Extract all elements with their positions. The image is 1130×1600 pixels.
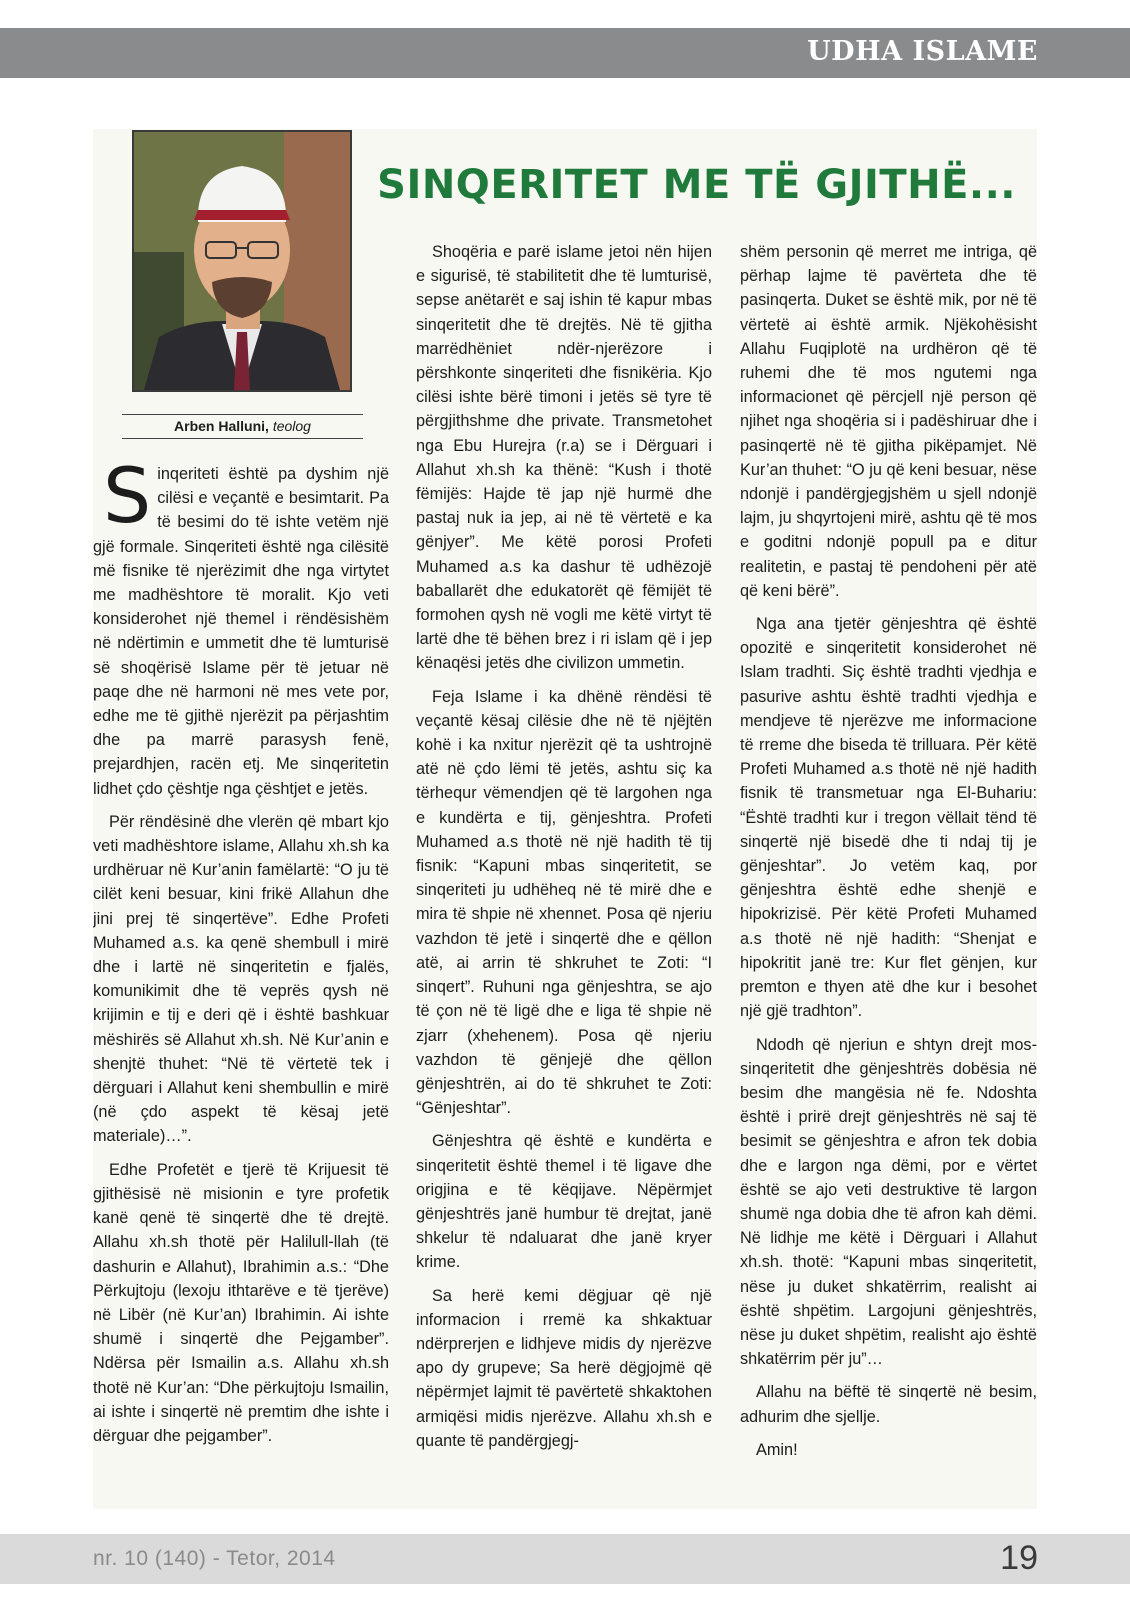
article-column-1	[93, 462, 389, 1507]
article-paragraph: Allahu na bëftë të sinqertë në besim, adhurim dhe sjellje.	[740, 1383, 1037, 1426]
article-paragraph: Nga ana tjetër gënjeshtra që është opozitë e sinqeritetit konsiderohet në Islam tradhti. Siç është tradhti vjedhja e pasurive ashtu është tradhti vjedhja e mendjeve të njerëzve me informacione të rreme dhe biseda të trilluara. Për këtë Profeti Muhamed a.s thotë në një hadith fisnik të transmetuar nga El-Buhariu: “Është tradhti kur i tregon vëllait tënd të sinqertë një bisedë dhe ti ndaj tij je gënjeshtar”. Jo vetëm kaq, por gënjeshtra është edhe shenjë e hipokrizisë. Për këtë Profeti Muhamed a.s thotë në një hadith: “Shenjat e hipokritit janë tre: Kur flet gënjen, kur premton e thyen atë dhe kur i besohet një gjë tradhton”.	[740, 615, 1037, 1021]
header-bar	[0, 28, 1130, 78]
article-column-2	[416, 240, 712, 1508]
article-paragraph: Amin!	[756, 1440, 798, 1459]
article-column-3	[740, 240, 1037, 1508]
magazine-title: UDHA ISLAME	[807, 36, 1038, 67]
article-paragraph: Për rëndësinë dhe vlerën që mbart kjo veti madhështore islame, Allahu xh.sh ka urdhëruar në Kur’anin famëlartë: “O ju të cilët keni besuar, kini frikë Allahun dhe jini prej të sinqertëve”. Edhe Profeti Muhamed a.s. ka qenë shembull i mirë dhe i lartë në sinqeritetin e fjalës, komunikimit dhe të veprës qysh në krijimin e tij e deri që i është bashkuar mëshirës së Allahut xh.sh. Në Kur’anin e shenjtë thuhet: “Në të vërtetë tek i dërguari i Allahut keni shembullin e mirë (në çdo aspekt të kësaj jetë materiale)…”.	[93, 812, 389, 1146]
author-name: Arben Halluni,	[174, 418, 269, 434]
footer-bar	[0, 1534, 1130, 1584]
article-paragraph: Ndodh që njeriun e shtyn drejt mos-sinqeritetit dhe gënjeshtrës dobësia në besim dhe mangësia në fe. Ndoshta është i prirë drejt gënjeshtrës në saj të besimit se gënjeshtra e afron tek dobia dhe e largon nga dëmi, por e vërtet është se ajo veti destruktive të largon shumë nga dobia dhe të afron kah dëmi. Në lidhje me këtë i Dërguari i Allahut xh.sh. thotë: “Kapuni mbas sinqeritetit, nëse ju duket shkatërrim, realisht ai është shpëtim. Largojuni gënjeshtrës, nëse ju duket shpëtim, realisht ajo është shkatërrim për ju”…	[740, 1035, 1037, 1369]
article-paragraph: Sa herë kemi dëgjuar që një informacion i rremë ka shkaktuar ndërprerjen e lidhjeve midis dy njerëzve apo dy grupeve; Sa herë dëgjojmë që nëpërmjet lajmit të pavërtetë shkaktohen armiqësi midis njerëzve. Allahu xh.sh e quante të pandërgjegj-	[416, 1286, 712, 1450]
author-rule-bottom	[122, 438, 363, 439]
article-paragraph: shëm personin që merret me intriga, që përhap lajme të pavërteta dhe të pasinqerta. Duket se është mik, por në të vërtetë ai është armik. Njëkohësisht Allahu Fuqiplotë na urdhëron që të ruhemi dhe të mos ngutemi nga informacionet që përcjell një person që njihet nga shoqëria si i padëshiruar dhe i pasinqertë në të gjitha pikëpamjet. Në Kur’an thuhet: “O ju që keni besuar, nëse ndonjë i pandërgjegjshëm u sjell ndonjë lajm, ju shqyrtojeni mirë, ashtu që të mos e goditni ndonjë popull pa e ditur realitetin, e pastaj të pendoheni për atë që keni bërë”.	[740, 243, 1037, 600]
author-rule-top	[122, 414, 363, 415]
author-byline	[122, 418, 363, 434]
article-title: SINQERITET ME TË GJITHË...	[377, 162, 1016, 208]
article-paragraph: Feja Islame i ka dhënë rëndësi të veçantë kësaj cilësie dhe në të njëjtën kohë i ka nxitur njerëzit që ta ushtrojnë atë në çdo lëmi të jetës, ashtu siç ka tërhequr vëmendjen që të largohen nga e kundërta e tij, gënjeshtra. Profeti Muhamed a.s thotë në një hadith të tij fisnik: “Kapuni mbas sinqeritetit, se sinqeriteti ju udhëheq në të mirë dhe e mira të shpie në xhennet. Posa që njeriu vazhdon të jetë i sinqertë dhe e qëllon atë, ai arrin të shkruhet te Zoti: “I sinqert”. Ruhuni nga gënjeshtra, se ajo të çon në të ligë dhe e liga të shpie në zjarr (xhehenem). Posa që njeriu vazhdon të gënjejë dhe qëllon gënjeshtrën, ai do të shkruhet te Zoti: “Gënjeshtar”.	[416, 687, 712, 1118]
author-role: teolog	[272, 418, 311, 434]
article-paragraph: Gënjeshtra që është e kundërta e sinqeritetit është themel i të ligave dhe origjina e të këqijave. Nëpërmjet gënjeshtrës janë humbur të drejtat, janë shkelur të ndaluarat dhe janë kryer krime.	[416, 1132, 712, 1272]
author-photo	[132, 130, 352, 392]
article-paragraph: Edhe Profetët e tjerë të Krijuesit të gjithësisë në misionin e tyre profetik kanë qenë të sinqertë dhe të drejtë. Allahu xh.sh thotë për Halilull-llah (të dashurin e Allahut), Ibrahimin a.s.: “Dhe Përkujtoju (lexoju ithtarëve e të tjerëve) në Libër (në Kur’an) Ibrahimin. Ai ishte shumë i sinqertë dhe Pejgamber”. Ndërsa për Ismailin a.s. Allahu xh.sh thotë në Kur’an: “Dhe përkujtoju Ismailin, ai ishte i sinqertë në premtim dhe ishte i dërguar dhe pejgamber”.	[93, 1160, 389, 1445]
issue-info: nr. 10 (140) - Tetor, 2014	[93, 1547, 336, 1570]
page-number: 19	[1000, 1539, 1038, 1577]
drop-cap: S	[103, 462, 152, 540]
article-paragraph: Sinqeriteti është pa dyshim një cilësi e veçantë e besimtarit. Pa të besimi do të ishte vetëm një gjë formale. Sinqeriteti është nga cilësitë më fisnike të njerëzimit dhe nga virtytet me madhështore të moralit. Kjo veti konsiderohet një themel i rëndësishëm në ndërtimin e ummetit dhe të lumturisë së shoqërisë Islame për të jetuar në paqe dhe në harmoni në mes vete por, edhe me të gjithë njerëzit pa përjashtim dhe pa marrë parasysh fenë, prejardhjen, racën etj. Me sinqeritetin lidhet çdo çështje nga çështjet e jetës.	[93, 462, 389, 798]
article-paragraph: Shoqëria e parë islame jetoi nën hijen e sigurisë, të stabilitetit dhe të lumturisë, sepse anëtarët e saj ishin të kapur mbas sinqeritetit dhe të drejtës. Në të gjitha marrëdhëniet ndër-njerëzore i përshkonte sinqeriteti dhe fisnikëria. Kjo cilësi ishte bërë timoni i jetës së tyre të përgjithshme dhe private. Transmetohet nga Ebu Hurejra (r.a) se i Dërguari i Allahut xh.sh ka thënë: “Kush i thotë fëmijës: Hajde të jap një hurmë dhe pastaj nuk ia jep, ai në të vërtetë e ka gënjyer”. Me këtë porosi Profeti Muhamed a.s ka dashur të udhëzojë baballarët dhe edukatorët që fëmijët të formohen qysh në vogli me këtë virtyt të lartë dhe të bëhen brez i ri islam që i jep kënaqësi jetës dhe civilizon ummetin.	[416, 243, 712, 673]
